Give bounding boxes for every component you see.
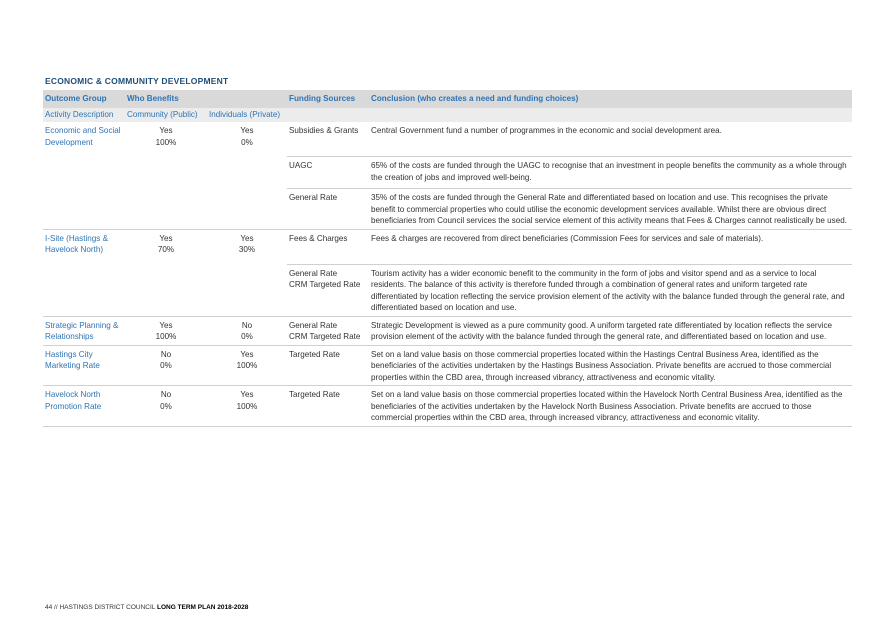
outcome-group: Strategic Planning & Relationships [43, 316, 125, 345]
table-row [43, 345, 852, 386]
funding-table [43, 90, 852, 427]
table-header-row [43, 90, 852, 108]
private-benefit: Yes 100% [207, 345, 287, 386]
conclusion-text: 35% of the costs are funded through the General Rate and differentiated based on location and use. This recognises the private benefit to commercial properties who could utilise the economic development services available. Whilst there are obvious direct beneficiaries from Council services the social service element of this activity means that Fees & Charges cannot realistically be used. [369, 189, 852, 230]
table-row [43, 157, 852, 189]
funding-source: UAGC [287, 157, 369, 189]
subheader-activity-description: Activity Description [43, 108, 125, 122]
public-benefit: No 0% [125, 386, 207, 427]
outcome-group: Economic and Social Development [45, 126, 121, 147]
table-row [43, 189, 852, 230]
funding-source: General Rate CRM Targeted Rate [287, 316, 369, 345]
table-row [43, 229, 852, 264]
subheader-community-public: Community (Public) [125, 108, 207, 122]
header-outcome-group: Outcome Group [43, 90, 125, 108]
conclusion-text: Strategic Development is viewed as a pure community good. A uniform targeted rate differentiated by location reflects the service provision element of the activity with the balance funded through the general rate, and differentiated based on location and use. [369, 316, 852, 345]
funding-source: Fees & Charges [287, 229, 369, 264]
private-benefit: Yes 100% [207, 386, 287, 427]
outcome-group: Havelock North Promotion Rate [43, 386, 125, 427]
footer-page-label: 44 // HASTINGS DISTRICT COUNCIL [45, 604, 157, 611]
public-benefit: Yes 100% [125, 316, 207, 345]
private-benefit: Yes 30% [238, 233, 256, 254]
footer-plan-title: LONG TERM PLAN 2018-2028 [156, 604, 249, 611]
private-benefit: No 0% [207, 316, 287, 345]
conclusion-text: Central Government fund a number of programmes in the economic and social development area. [369, 122, 852, 157]
table-row [43, 122, 852, 157]
subheader-individuals-private: Individuals (Private) [207, 108, 287, 122]
conclusion-text: Fees & charges are recovered from direct beneficiaries (Commission Fees for services and sale of materials). [369, 229, 852, 264]
conclusion-text: Tourism activity has a wider economic benefit to the community in the form of jobs and visitor spend and as a service to local residents. The balance of this activity is therefore funded through a combination of general rates and uniform targeted rate differentiated by location reflecting the service provision element of the activity with the balance funded through the general rate, and differentiated based on location and use. [369, 264, 852, 316]
public-benefit: Yes 100% [155, 126, 177, 147]
table-row [43, 386, 852, 427]
table-row [43, 316, 852, 345]
public-benefit: Yes 70% [157, 233, 175, 254]
table-row [43, 264, 852, 316]
section-title: ECONOMIC & COMMUNITY DEVELOPMENT [45, 76, 229, 86]
conclusion-text: 65% of the costs are funded through the UAGC to recognise that an investment in people benefits the community as a whole through the creation of jobs and improved well-being. [369, 157, 852, 189]
private-benefit: Yes 0% [240, 126, 254, 147]
funding-source: Targeted Rate [287, 386, 369, 427]
conclusion-text: Set on a land value basis on those commercial properties located within the Havelock North Central Business Area, identified as the beneficiaries of the activities undertaken by the Havelock North Business Association. Private benefits are accrued to those commercial properties within the CBD area, through increased vibrancy, attractiveness and economic vitality. [369, 386, 852, 427]
funding-source: General Rate CRM Targeted Rate [287, 264, 369, 316]
funding-source: Subsidies & Grants [287, 122, 369, 157]
table-subheader-row [43, 108, 852, 122]
funding-source: General Rate [287, 189, 369, 230]
funding-source: Targeted Rate [287, 345, 369, 386]
header-funding-sources: Funding Sources [287, 90, 369, 108]
outcome-group: I-Site (Hastings & Havelock North) [45, 233, 108, 254]
public-benefit: No 0% [125, 345, 207, 386]
header-conclusion: Conclusion (who creates a need and funding choices) [369, 90, 852, 108]
page-footer [45, 604, 248, 611]
header-who-benefits: Who Benefits [125, 90, 287, 108]
conclusion-text: Set on a land value basis on those commercial properties located within the Hastings Central Business Area, identified as the beneficiaries of the activities undertaken by the Hastings Business Association. Private benefits are accrued to those commercial properties within the CBD area, through increased vibrancy, attractiveness and economic vitality. [369, 345, 852, 386]
outcome-group: Hastings City Marketing Rate [43, 345, 125, 386]
